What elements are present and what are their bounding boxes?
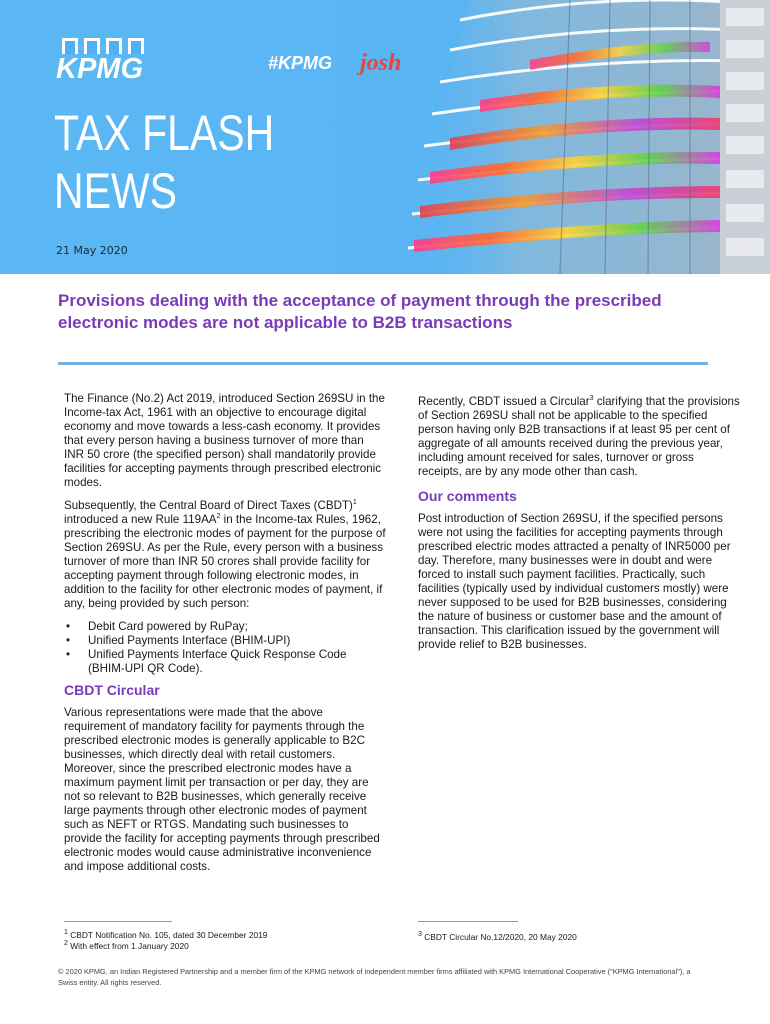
footnote-2 xyxy=(64,941,364,952)
footnote-3 xyxy=(418,932,718,943)
footnote-2-number: 2 xyxy=(64,940,68,948)
circular-paragraph-part-b: clarifying that the provisions of Section 269SU shall not be applicable to the specified person having only B2B transactions if at least 95 per cent of aggregate of all amounts received during the previous year, including amount received for sales, turnover or gross receipts, are by any mode other than cash. xyxy=(418,395,740,478)
kpmg-logo-text: KPMG xyxy=(56,53,143,82)
rule-paragraph-part-a: Subsequently, the Central Board of Direct Taxes (CBDT) xyxy=(64,499,353,512)
circular-paragraph xyxy=(418,395,740,479)
footnotes-left xyxy=(64,930,364,952)
footnote-ref-1: 1 xyxy=(352,499,357,507)
payment-modes-list xyxy=(64,620,386,676)
copyright-notice: © 2020 KPMG, an Indian Registered Partnership and a member firm of the KPMG network of independent member firms affiliated with KPMG International Cooperative ("KPMG International"), a Swiss entity. All rights reserved. xyxy=(58,967,691,987)
footnote-1-number: 1 xyxy=(64,929,68,937)
hashtag-josh: josh xyxy=(360,50,402,76)
cbdt-circular-heading: CBDT Circular xyxy=(64,682,160,698)
headline-divider xyxy=(58,362,708,365)
right-column xyxy=(418,395,740,661)
title-line-1: TAX FLASH xyxy=(54,105,275,161)
our-comments-heading: Our comments xyxy=(418,488,517,504)
list-item: • Unified Payments Interface Quick Response Code (BHIM-UPI QR Code). xyxy=(64,648,386,676)
footnote-ref-2: 2 xyxy=(216,513,221,521)
footnote-3-number: 3 xyxy=(418,931,422,939)
footnote-1-text: CBDT Notification No. 105, dated 30 December 2019 xyxy=(67,930,268,940)
circular-paragraph-part-a: Recently, CBDT issued a Circular xyxy=(418,395,590,408)
kpmg-logo xyxy=(56,38,160,87)
left-column xyxy=(64,392,386,883)
title-line-2: NEWS xyxy=(54,163,177,219)
footnotes-right xyxy=(418,932,718,943)
footnote-ref-3: 3 xyxy=(589,395,594,403)
article-headline: Provisions dealing with the acceptance of payment through the prescribed electronic modes are not applicable to B2B transactions xyxy=(58,291,662,332)
intro-paragraph: The Finance (No.2) Act 2019, introduced Section 269SU in the Income-tax Act, 1961 with an objective to encourage digital economy and move towards a less-cash economy. It provides that every person having a business turnover of more than INR 50 crore (the specified person) shall mandatorily provide facilities for accepting payments through prescribed electronic modes. xyxy=(64,392,385,489)
footnote-separator-right xyxy=(418,921,518,922)
rule-paragraph-part-b: introduced a new Rule 119AA xyxy=(64,513,217,526)
list-item: • Unified Payments Interface (BHIM-UPI) xyxy=(64,634,386,648)
footnote-separator-left xyxy=(64,921,172,922)
footnote-2-text: With effect from 1 January 2020 xyxy=(67,941,189,951)
footnote-1 xyxy=(64,930,364,941)
building-photo xyxy=(390,0,770,274)
newsletter-title xyxy=(54,104,274,220)
issue-date: 21 May 2020 xyxy=(56,244,128,257)
header-banner xyxy=(0,0,770,274)
list-item: • Debit Card powered by RuPay; xyxy=(64,620,386,634)
rule-paragraph xyxy=(64,499,386,611)
rule-paragraph-part-c: in the Income-tax Rules, 1962, prescribing the electronic modes of payment for the purpose of Section 269SU. As per the Rule, every person with a business turnover of more than INR 50 crores shall provide facility for accepting payment through following electronic modes, in addition to the facility for other electronic modes of payment, if any, being provided by such person: xyxy=(64,513,386,610)
kpmg-josh-hashtag xyxy=(268,48,436,83)
comments-paragraph: Post introduction of Section 269SU, if the specified persons were not using the facilities for accepting payments through prescribed electric modes attracted a penalty of INR5000 per day. Therefore, many businesses were in doubt and were forced to install such payment facilities. Practically, such facilities (typically used by individual customers mostly) were never supposed to be used for B2B businesses, considering the nature of business or customer base and the amount of transaction. This clarification issued by the government will provide relief to B2B businesses. xyxy=(418,512,731,651)
hashtag-prefix: #KPMG xyxy=(268,53,333,73)
representations-paragraph: Various representations were made that the above requirement of mandatory facility for payments through the prescribed electronic modes is generally applicable to B2C businesses, which directly deal with retail customers. Moreover, since the prescribed electronic modes have a maximum payment limit per transaction or per day, they are not so relevant to B2B businesses, which generally receive large payments through other electronic modes of payment such as NEFT or RTGS. Mandating such businesses to provide the facility for accepting payments through prescribed electronic modes would cause administrative inconvenience and impose additional costs. xyxy=(64,706,380,873)
footnote-3-text: CBDT Circular No.12/2020, 20 May 2020 xyxy=(421,932,577,942)
